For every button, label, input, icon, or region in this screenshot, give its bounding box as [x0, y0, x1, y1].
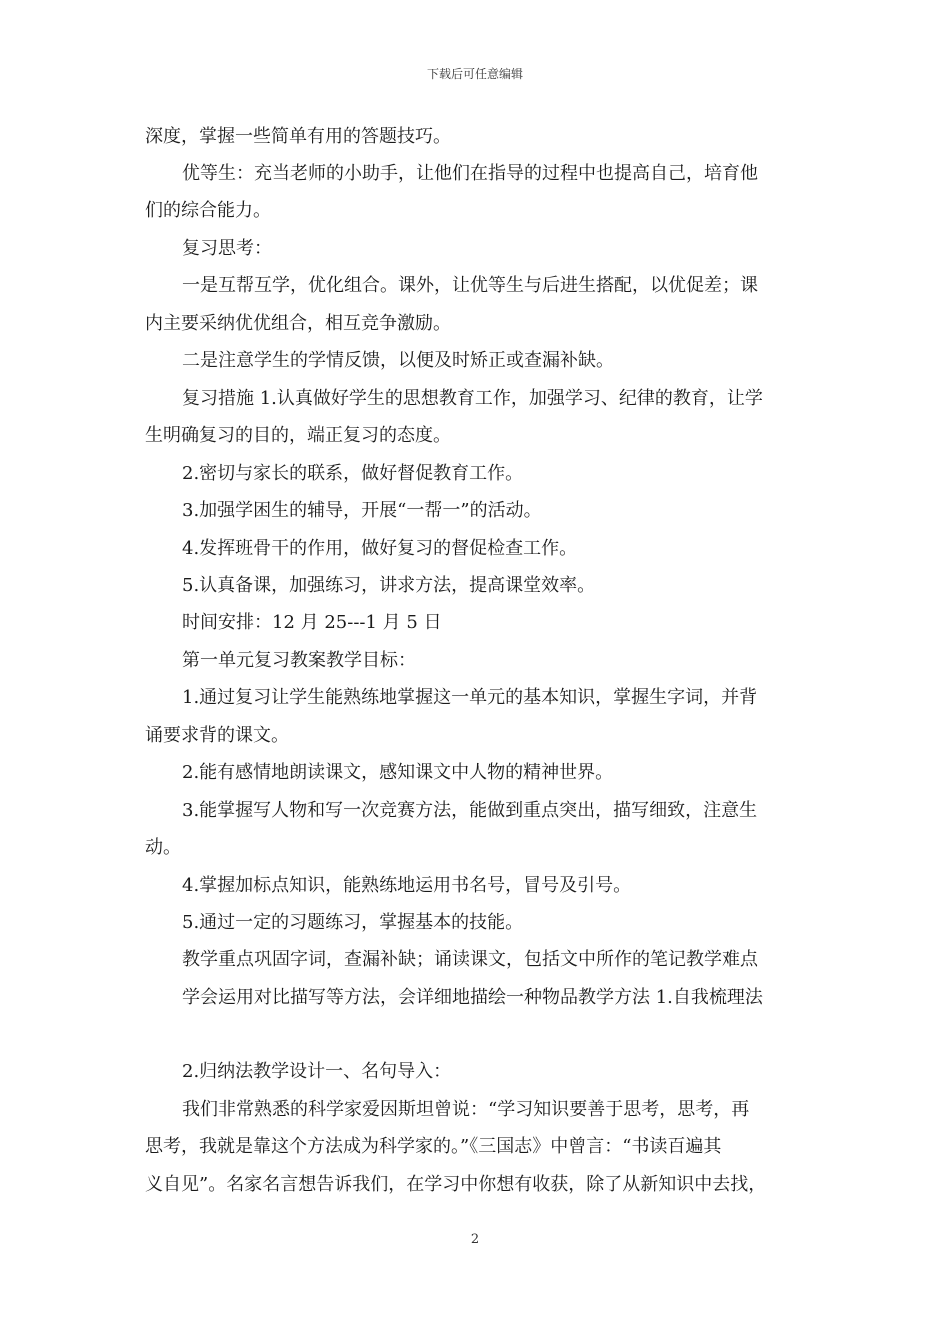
text-line: 优等生：充当老师的小助手，让他们在指导的过程中也提高自己，培育他: [182, 163, 758, 184]
text-line: 4.发挥班骨干的作用，做好复习的督促检查工作。: [182, 538, 578, 559]
text-line: 思考，我就是靠这个方法成为科学家的。”《三国志》中曾言：“书读百遍其: [145, 1136, 722, 1157]
text-line: 深度，掌握一些简单有用的答题技巧。: [145, 126, 451, 147]
text-line: 时间安排：12 月 25---1 月 5 日: [182, 612, 442, 633]
text-line: 我们非常熟悉的科学家爱因斯坦曾说：“学习知识要善于思考，思考，再: [182, 1099, 750, 1120]
text-line: 内主要采纳优优组合，相互竞争激励。: [145, 313, 451, 334]
text-line: 二是注意学生的学情反馈，以便及时矫正或查漏补缺。: [182, 350, 614, 371]
text-line: 生明确复习的目的，端正复习的态度。: [145, 425, 451, 446]
text-line: 复习思考：: [182, 238, 272, 259]
text-line: 5.认真备课，加强练习，讲求方法，提高课堂效率。: [182, 575, 596, 596]
text-line: 2.密切与家长的联系，做好督促教育工作。: [182, 463, 524, 484]
text-line: 教学重点巩固字词，查漏补缺；诵读课文，包括文中所作的笔记教学难点: [182, 949, 758, 970]
text-line: 义自见”。名家名言想告诉我们，在学习中你想有收获，除了从新知识中去找，: [145, 1174, 767, 1195]
text-line: 们的综合能力。: [145, 200, 271, 221]
page-number: 2: [470, 1232, 480, 1247]
text-line: 4.掌握加标点知识，能熟练地运用书名号，冒号及引号。: [182, 875, 632, 896]
text-line: 3.加强学困生的辅导，开展“一帮一”的活动。: [182, 500, 542, 521]
text-line: 5.通过一定的习题练习，掌握基本的技能。: [182, 912, 524, 933]
text-line: 动。: [145, 837, 181, 858]
text-line: 2.归纳法教学设计一、名句导入：: [182, 1061, 452, 1082]
text-line: 诵要求背的课文。: [145, 725, 289, 746]
text-line: 2.能有感情地朗读课文，感知课文中人物的精神世界。: [182, 762, 614, 783]
text-line: 3.能掌握写人物和写一次竞赛方法，能做到重点突出，描写细致，注意生: [182, 800, 758, 821]
page-header: 下载后可任意编辑: [426, 67, 523, 81]
text-line: 学会运用对比描写等方法，会详细地描绘一种物品教学方法 1.自我梳理法: [182, 987, 763, 1008]
text-line: 第一单元复习教案教学目标：: [182, 650, 416, 671]
text-line: 1.通过复习让学生能熟练地掌握这一单元的基本知识，掌握生字词，并背: [182, 687, 758, 708]
text-line: 一是互帮互学，优化组合。课外，让优等生与后进生搭配，以优促差；课: [182, 275, 758, 296]
text-line: 复习措施 1.认真做好学生的思想教育工作，加强学习、纪律的教育，让学: [182, 388, 763, 409]
